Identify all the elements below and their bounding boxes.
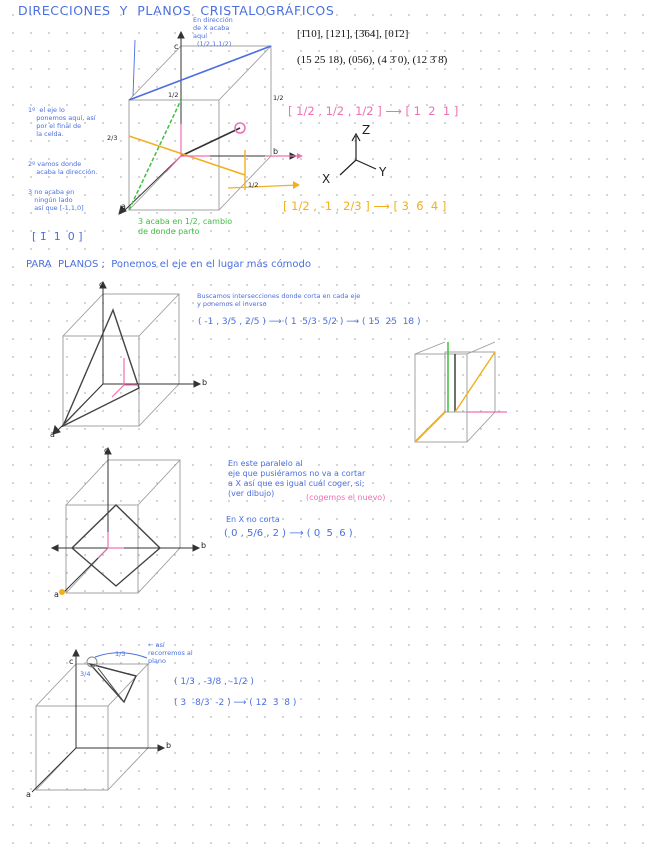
cube-1-label-a: a (121, 202, 126, 211)
cube-4-label-c: c (104, 446, 109, 455)
note-step-3: 3 no acaba en ningún lado así que [-1,1,0] (28, 188, 84, 212)
cube-4-label-b: b (201, 541, 207, 550)
axis-y-label: Y (379, 165, 387, 179)
cube-1-label-two-thirds: 2/3 (107, 134, 118, 142)
yellow-arrow (293, 181, 300, 189)
cube-5-label-a: a (26, 790, 31, 799)
cube-4-axes (52, 448, 199, 594)
planes-heading: PARA PLANOS ; Ponemos el eje en el lugar más cómodo (26, 259, 312, 270)
plane-2-note: En este paralelo al eje que pusiéramos no va a cortar a X así que es igual cuál coger, si; (ver dibujo) (228, 459, 366, 498)
plane-2-yellow-dot (59, 589, 65, 595)
plane-2-square (72, 505, 160, 586)
note-step-2: 2º vamos donde acaba la dirección. (28, 160, 98, 176)
cube-2-label-a: a (50, 430, 55, 439)
plane-2-note-2: En X no corta (226, 515, 280, 524)
xyz-axes-sketch (340, 134, 376, 175)
pink-local-axes (166, 124, 210, 172)
blue-pointer (133, 40, 135, 96)
plane-2-expression: ( 0 , 5/6 , 2 ) ⟶ ( 0 5 6 ) (224, 528, 353, 539)
plane-2-note-pink: (cogemos el nuevo) (306, 493, 386, 502)
page-title: DIRECCIONES Y PLANOS CRISTALOGRÁFICOS (18, 3, 335, 18)
note-result: [ 1̄ 1 0 ] (32, 230, 83, 243)
cube-1-label-half-top: 1/2 (168, 91, 179, 99)
black-direction (181, 128, 240, 156)
cube-5-axes (32, 650, 164, 792)
plane-3-expression-2: ( 3 -8/3 -2 ) ⟶ ( 12 3̄ 8̄ ) (174, 698, 297, 708)
cube-4-label-a: a (54, 590, 59, 599)
note-top-coords: (1/2,1,1/2) (197, 40, 232, 48)
cube-1-label-half-right: 1/2 (273, 94, 284, 102)
note-top-direction: En dirección de X acaba aquí (193, 16, 233, 40)
directions-list: [1̄10], [121], [3̄64], [01̄2] (297, 28, 409, 40)
plane-3-inner-line (98, 668, 124, 702)
plane-3-side-label: 3/4 (80, 670, 91, 678)
plane-2-pink-axes (98, 532, 124, 558)
yellow-direction-expression: [ 1/2 , -1 , 2/3 ] ⟶ [ 3 6̄ 4 ] (283, 199, 447, 213)
pink-arrow (297, 153, 303, 159)
yellow-y-axis (228, 185, 298, 188)
pink-direction-expression: [ 1/2 , 1/2 , 1/2 ] ⟶ [ 1 2 1 ] (288, 104, 459, 118)
plane-1-triangle (63, 310, 139, 426)
cube-5-label-b: b (166, 741, 172, 750)
plane-3-expression-1: ( 1/3 , -3/8 , -1/2 ) (174, 677, 254, 687)
axis-z-label: Z (362, 123, 371, 137)
cube-1-label-b: b (273, 147, 279, 156)
cube-1-label-c: c (174, 42, 179, 51)
plane-1-note: Buscamos intersecciones donde corta en cada eje y ponemos el inverso (197, 292, 361, 308)
axis-x-label: X (322, 172, 331, 186)
green-direction (129, 100, 181, 210)
cube-1-label-half-bottom: 1/2 (248, 181, 259, 189)
cube-2-axes (53, 282, 200, 434)
planes-list: (15 25 18), (056), (4 3̄ 0), (12 3̄ 8̄) (297, 54, 448, 66)
blue-direction (129, 46, 271, 100)
plane-3-note: ← así recorremos al plano (148, 641, 193, 665)
cube-3-yellow-lower (415, 412, 445, 442)
cube-5-label-c: c (69, 657, 74, 666)
cube-2 (63, 294, 179, 426)
cube-3-yellow-upper (455, 352, 495, 412)
cube-2-label-c: c (99, 280, 104, 289)
plane-1-expression: ( -1 , 3/5 , 2/5 ) ⟶ ( 1 5/3 5/2 ) ⟶ ( 15 25 18 ) (198, 317, 421, 327)
note-step-1: 1º el eje lo ponemos aquí, así por el final de la celda. (28, 106, 96, 138)
note-yellow-explanation: 3 acaba en 1/2, cambio de donde parto (138, 217, 233, 236)
cube-2-label-b: b (202, 378, 208, 387)
plane-3-top-label: 1/3 (115, 650, 126, 658)
